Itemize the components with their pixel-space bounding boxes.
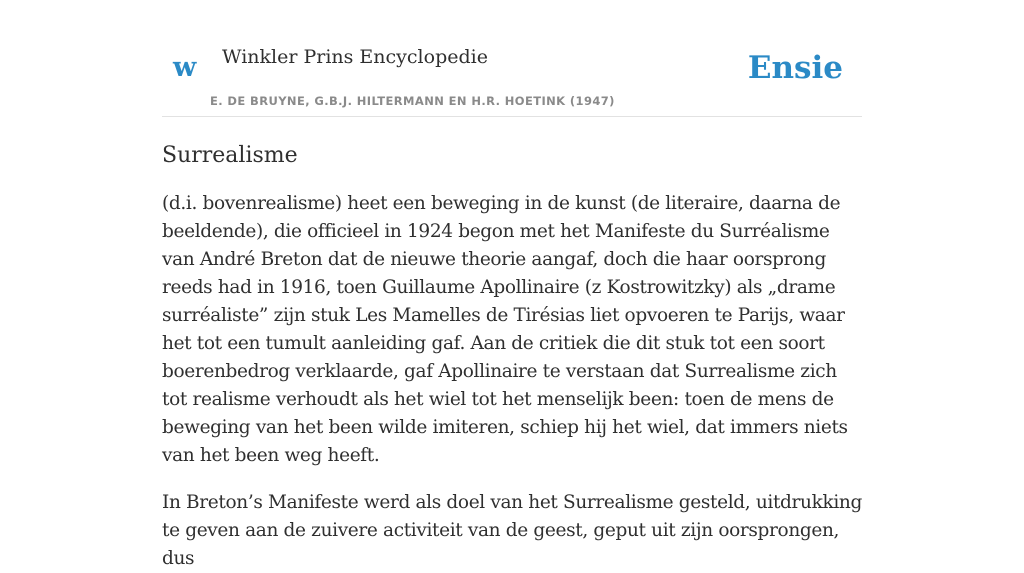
header <box>162 0 862 117</box>
publication-authors: E. DE BRUYNE, G.B.J. HILTERMANN EN H.R. HOETINK (1947) <box>210 94 615 108</box>
article-paragraph-2: In Breton’s Manifeste werd als doel van het Surrealisme gesteld, uitdrukking te geven aan de zuivere activiteit van de geest, geput uit zijn oorsprongen, dus <box>162 492 862 569</box>
ensie-logo[interactable]: Ensie <box>747 50 843 86</box>
article-paragraph-1: (d.i. bovenrealisme) heet een beweging in de kunst (de literaire, daarna de beeldende), die officieel in 1924 begon met het Manifeste du Surréalisme van André Breton dat de nieuwe theorie aangaf, doch die haar oorsprong reeds had in 1916, toen Guillaume Apollinaire (z Kostrowitzky) als „drame surréaliste” zijn stuk Les Mamelles de Tirésias liet opvoeren te Parijs, waar het tot een tumult aanleiding gaf. Aan de critiek die dit stuk tot een soort boerenbedrog verklaarde, gaf Apollinaire te verstaan dat Surrealisme zich tot realisme verhoudt als het wiel tot het menselijk been: toen de mens de beweging van het been wilde imiteren, schiep hij het wiel, dat immers niets van het been weg heeft. <box>162 193 848 466</box>
winkler-prins-logo[interactable]: w <box>173 52 197 83</box>
page-container <box>162 0 862 573</box>
publication-title[interactable]: Winkler Prins Encyclopedie <box>222 46 488 68</box>
article-title: Surrealisme <box>162 143 298 168</box>
